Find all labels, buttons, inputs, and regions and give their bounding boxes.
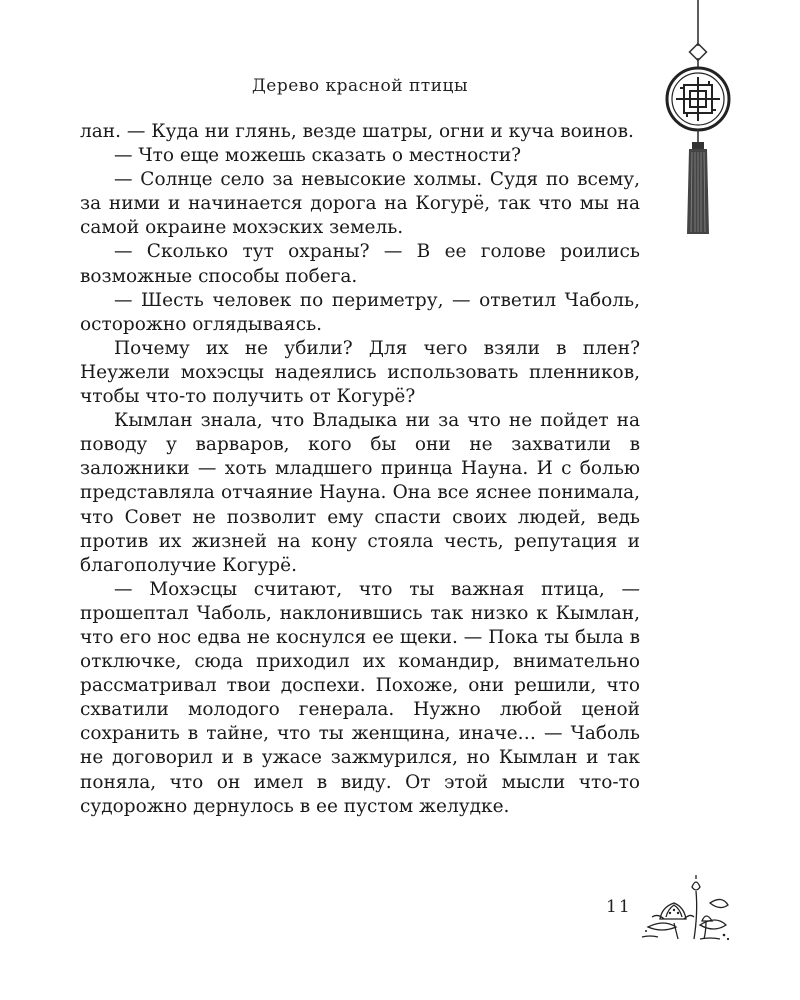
paragraph: Кымлан знала, что Владыка ни за что не пойдет на поводу у варваров, кого бы они не захватили в заложники — хоть младшего принца Науна. И с болью представляла отчаяние Науна. Она все яснее понимала, что Совет не позволит ему спасти своих людей, ведь против их жизней на кону стояла честь, репутация и благополучие Когурё. — [80, 410, 640, 576]
body-text — [80, 120, 640, 819]
paragraph: — Что еще можешь сказать о местности? — [114, 145, 522, 167]
page-number: 11 — [606, 897, 632, 917]
hanging-knot-tassel-icon — [662, 0, 734, 245]
running-title: Дерево красной птицы — [251, 76, 469, 96]
paragraph: лан. — Куда ни глянь, везде шатры, огни и куча воинов. — [80, 121, 634, 142]
paragraph: — Солнце село за невысокие холмы. Судя по всему, за ними и начинается дорога на Когурё, так что мы на самой окраине мохэских земель. — [80, 169, 640, 239]
paragraph: — Мохэсцы считают, что ты важная птица, — прошептал Чаболь, наклонившись так низко к Кымлан, что его нос едва не коснулся ее щеки. — Пока ты была в отключке, сюда приходил их командир, внимательно рассматривал твои доспехи. Похоже, они решили, что схватили молодого генерала. Нужно любой ценой сохранить в тайне, что ты женщина, иначе… — Чаболь не договорил и в ужасе зажмурился, но Кымлан и так поняла, что он имел в виду. От этой мысли что-то судорожно дернулось в ее пустом желудке. — [80, 578, 640, 817]
paragraph: — Сколько тут охраны? — В ее голове роились возможные способы побега. — [80, 241, 640, 287]
paragraph: — Шесть человек по периметру, — ответил Чаболь, осторожно оглядываясь. — [80, 289, 640, 335]
paragraph: Почему их не убили? Для чего взяли в плен? Неужели мохэсцы надеялись использовать пленников, чтобы что-то получить от Когурё? — [80, 337, 640, 408]
lotus-flower-icon — [640, 873, 732, 943]
